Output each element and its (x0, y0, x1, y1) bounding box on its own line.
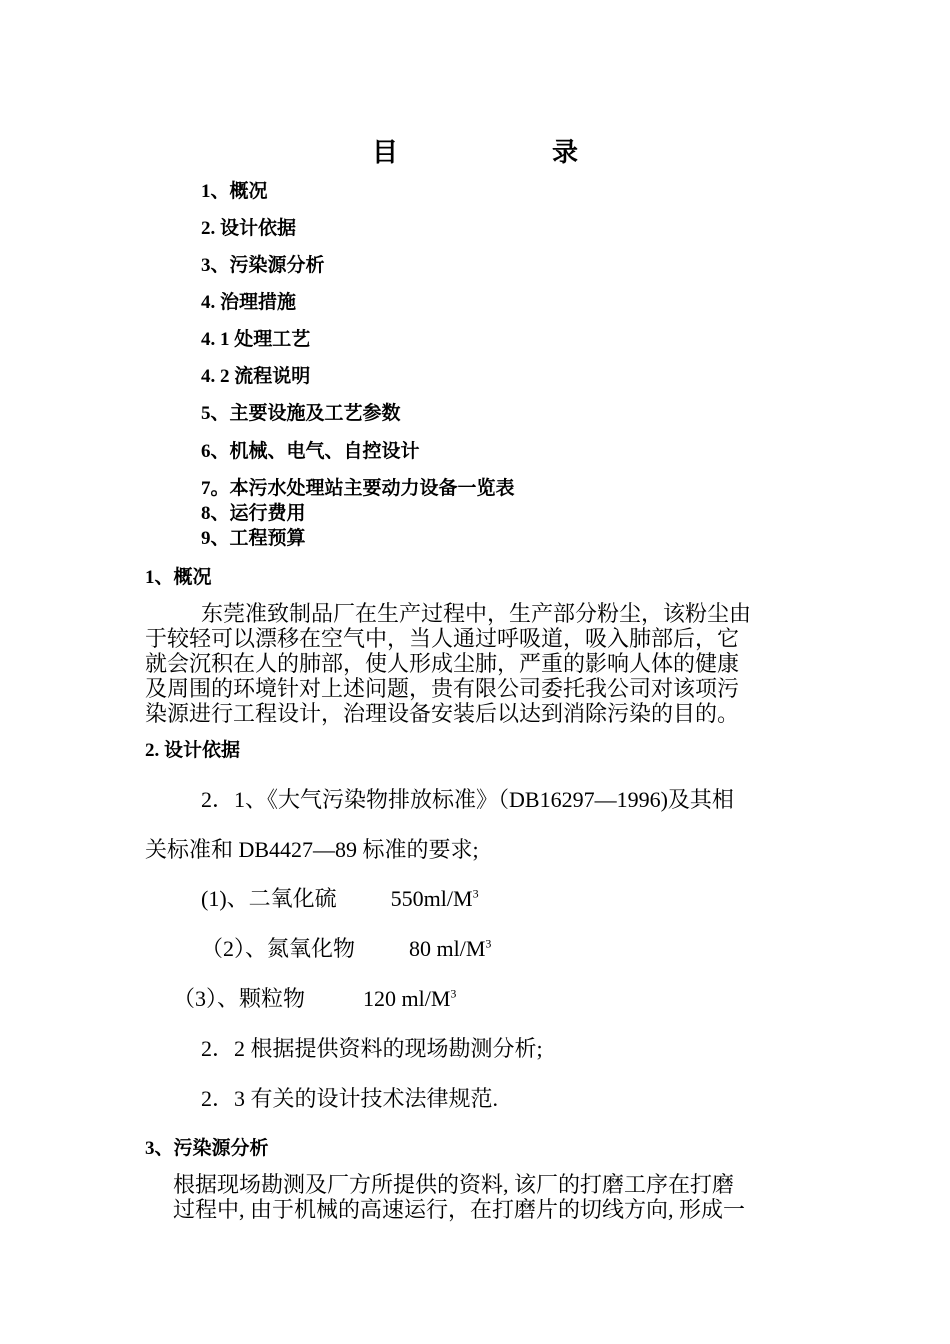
section-heading: 2. 设计依据 (145, 740, 241, 761)
pollutant-label: （3）、颗粒物 (173, 986, 306, 1011)
toc-item: 5、主要设施及工艺参数 (201, 403, 401, 424)
limit-value: 120 ml/M (363, 986, 451, 1011)
toc-item: 8、运行费用 (201, 503, 306, 524)
paragraph-line: 关标准和 DB4427—89 标准的要求; (145, 837, 479, 862)
toc-item: 4. 治理措施 (201, 292, 297, 313)
paragraph-line: 东莞准致制品厂在生产过程中，生产部分粉尘，该粉尘由 (201, 601, 752, 626)
unit-superscript: 3 (485, 936, 492, 951)
paragraph-line: 2．1、《大气污染物排放标准》（DB16297—1996)及其相 (201, 787, 734, 812)
unit-superscript: 3 (472, 886, 479, 901)
toc-item: 1、概况 (201, 181, 268, 202)
paragraph-line: 2．3 有关的设计技术法律规范. (201, 1086, 499, 1111)
pollutant-label: （2）、氮氧化物 (201, 936, 356, 961)
toc-item: 9、工程预算 (201, 528, 306, 549)
paragraph-line: 就会沉积在人的肺部，使人形成尘肺，严重的影响人体的健康 (145, 651, 740, 676)
toc-item: 2. 设计依据 (201, 218, 297, 239)
pollutant-label: (1)、二氧化硫 (201, 886, 337, 911)
emission-limit-item (201, 882, 479, 913)
emission-limit-item (201, 932, 491, 963)
unit-superscript: 3 (450, 986, 457, 1001)
section-heading: 1、概况 (145, 567, 212, 588)
toc-item: 7。本污水处理站主要动力设备一览表 (201, 478, 515, 499)
paragraph-line: 染源进行工程设计，治理设备安装后以达到消除污染的目的。 (145, 701, 740, 726)
limit-value: 550ml/M (390, 886, 473, 911)
paragraph-line: 2．2 根据提供资料的现场勘测分析; (201, 1036, 543, 1061)
paragraph-line: 过程中, 由于机械的高速运行，在打磨片的切线方向, 形成一 (173, 1197, 746, 1222)
toc-item: 4. 2 流程说明 (201, 366, 311, 387)
emission-limit-item (173, 982, 456, 1013)
toc-item: 3、污染源分析 (201, 255, 325, 276)
toc-item: 4. 1 处理工艺 (201, 329, 311, 350)
limit-value: 80 ml/M (409, 936, 486, 961)
toc-item: 6、机械、电气、自控设计 (201, 441, 420, 462)
section-heading: 3、污染源分析 (145, 1138, 269, 1159)
page-title: 目 录 (371, 138, 612, 167)
paragraph-line: 及周围的环境针对上述问题，贵有限公司委托我公司对该项污 (145, 676, 740, 701)
paragraph-line: 根据现场勘测及厂方所提供的资料, 该厂的打磨工序在打磨 (173, 1172, 735, 1197)
paragraph-line: 于较轻可以漂移在空气中，当人通过呼吸道，吸入肺部后，它 (145, 626, 740, 651)
